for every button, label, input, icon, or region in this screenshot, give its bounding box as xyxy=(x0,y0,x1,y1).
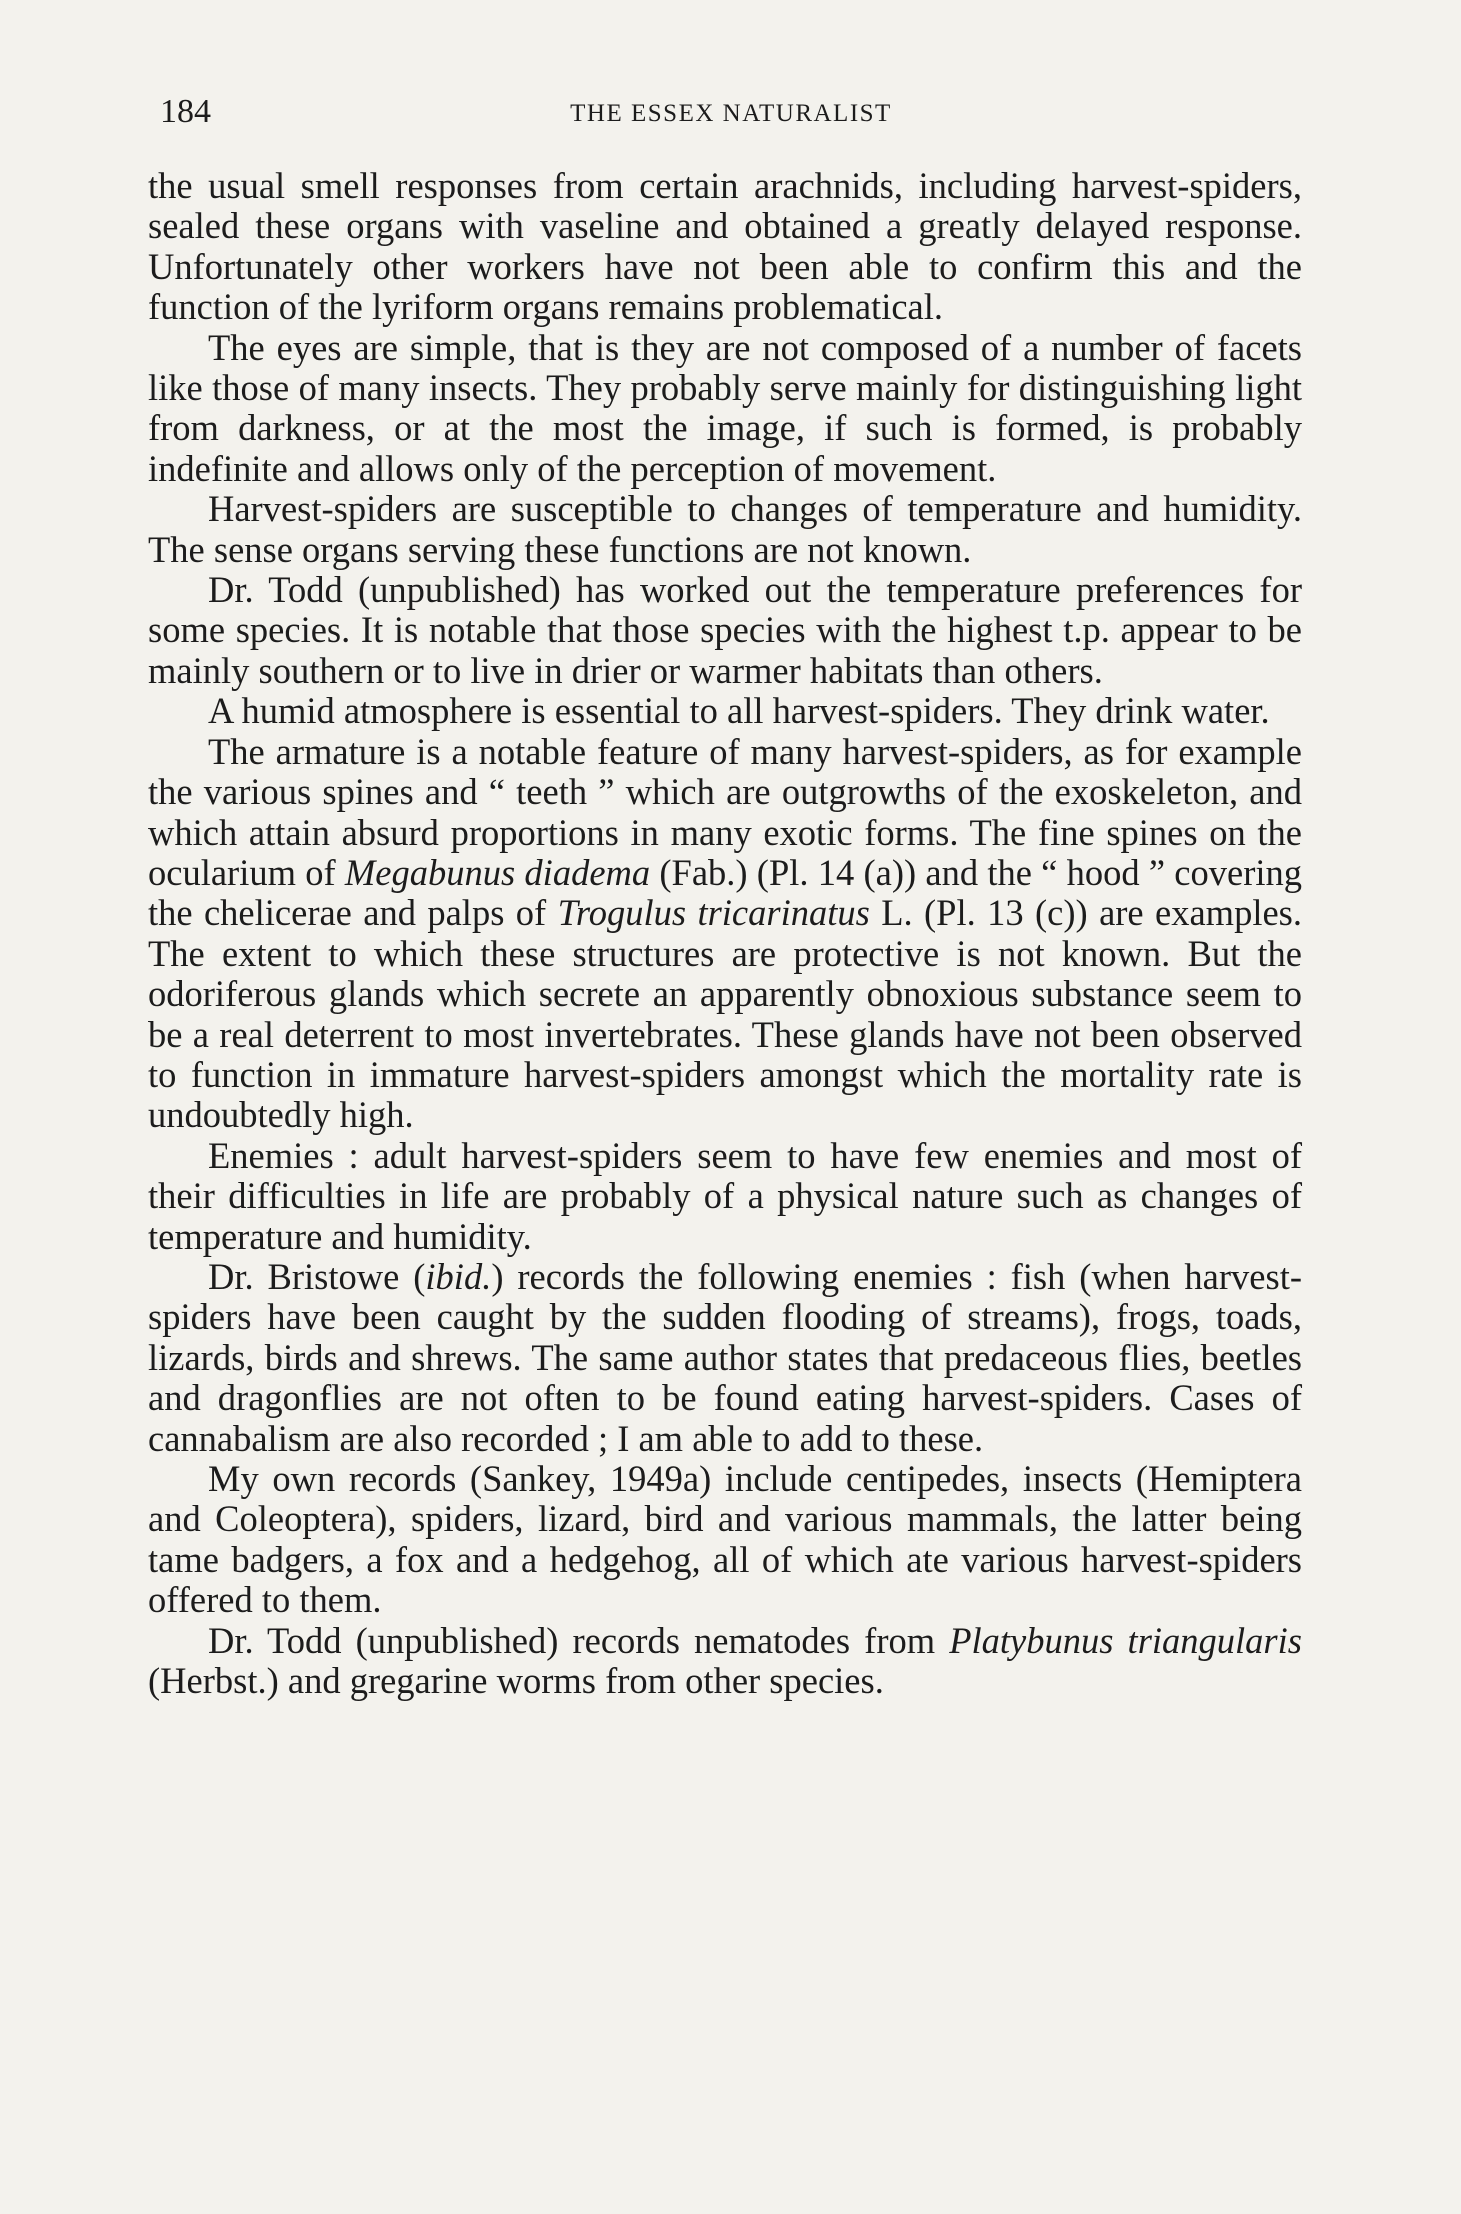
species-name: Megabunus diadema xyxy=(344,851,651,893)
text-segment: Dr. Todd (unpublished) has worked out the temperature preferences for some species. It is notable that those species with the highest t.p. appear to be mainly southern or to live in drier or warmer habitats than others. xyxy=(148,569,1302,691)
paragraph xyxy=(148,1459,1302,1621)
citation-ibid: ibid. xyxy=(425,1255,492,1297)
paragraph xyxy=(148,732,1302,1136)
text-segment: Enemies : adult harvest-spiders seem to have few enemies and most of their difficulties in life are probably of a physical nature such as changes of temperature and humidity. xyxy=(148,1134,1302,1257)
journal-title: THE ESSEX NATURALIST xyxy=(570,100,892,127)
paragraph xyxy=(148,1257,1302,1459)
text-segment: The eyes are simple, that is they are not composed of a number of facets like those of many insects. They probably serve mainly for distinguishing light from darkness, or at the most the image, if such is formed, is probably indefinite and allows only of the perception of movement. xyxy=(148,326,1302,489)
text-segment: Harvest-spiders are susceptible to changes of temperature and humidity. The sense organs serving these functions are not known. xyxy=(148,488,1302,570)
page-number: 184 xyxy=(160,93,211,130)
text-segment: (Herbst.) and gregarine worms from other species. xyxy=(148,1660,884,1702)
text-segment: L. (Pl. 13 (c)) are examples. The extent to which these structures are protective is not known. But the odoriferous glands which secrete an apparently obnoxious substance seem to be a real deterrent to most invertebrates. These glands have not been observed to function in immature harvest-spiders amongst which the mortality rate is undoubtedly high. xyxy=(148,892,1302,1136)
paragraph xyxy=(148,1136,1302,1257)
species-name: Platybunus triangularis xyxy=(949,1619,1302,1661)
running-head xyxy=(160,92,1302,132)
paragraph xyxy=(148,1621,1302,1702)
text-segment: Dr. Todd (unpublished) records nematodes from xyxy=(208,1619,950,1661)
paragraph xyxy=(148,570,1302,691)
text-segment: ) records the following enemies : fish (when harvest-spiders have been caught by the sudden flooding of streams), frogs, toads, lizards, birds and shrews. The same author states that predaceous flies, beetles and dragonflies are not often to be found eating harvest-spiders. Cases of cannabalism are also recorded ; I am able to add to these. xyxy=(148,1255,1302,1459)
paragraph xyxy=(148,691,1302,731)
text-segment: The armature is a notable feature of many harvest-spiders, as for example the various spines and “ teeth ” which are outgrowths of the exoskeleton, and which attain absurd proportions in many exotic forms. The fine spines on the ocularium of xyxy=(148,730,1302,893)
text-segment: My own records (Sankey, 1949a) include centipedes, insects (Hemiptera and Coleoptera), spiders, lizard, bird and various mammals, the latter being tame badgers, a fox and a hedgehog, all of which ate various harvest-spiders offered to them. xyxy=(148,1458,1302,1621)
text-segment: A humid atmosphere is essential to all harvest-spiders. They drink water. xyxy=(208,690,1270,732)
paragraph xyxy=(148,166,1302,328)
paragraph xyxy=(148,328,1302,490)
paragraph xyxy=(148,489,1302,570)
text-segment: (Fab.) (Pl. 14 (a)) and the “ hood ” covering the chelicerae and palps of xyxy=(148,851,1303,934)
text-segment: the usual smell responses from certain arachnids, including harvest-spiders, sealed these organs with vaseline and obtained a greatly delayed response. Unfortunately other workers have not been able to confirm this and the function of the lyriform organs remains problematical. xyxy=(148,165,1302,328)
species-name: Trogulus tricarinatus xyxy=(557,892,870,934)
text-segment: Dr. Bristowe ( xyxy=(208,1255,426,1297)
body-text xyxy=(148,166,1302,1701)
